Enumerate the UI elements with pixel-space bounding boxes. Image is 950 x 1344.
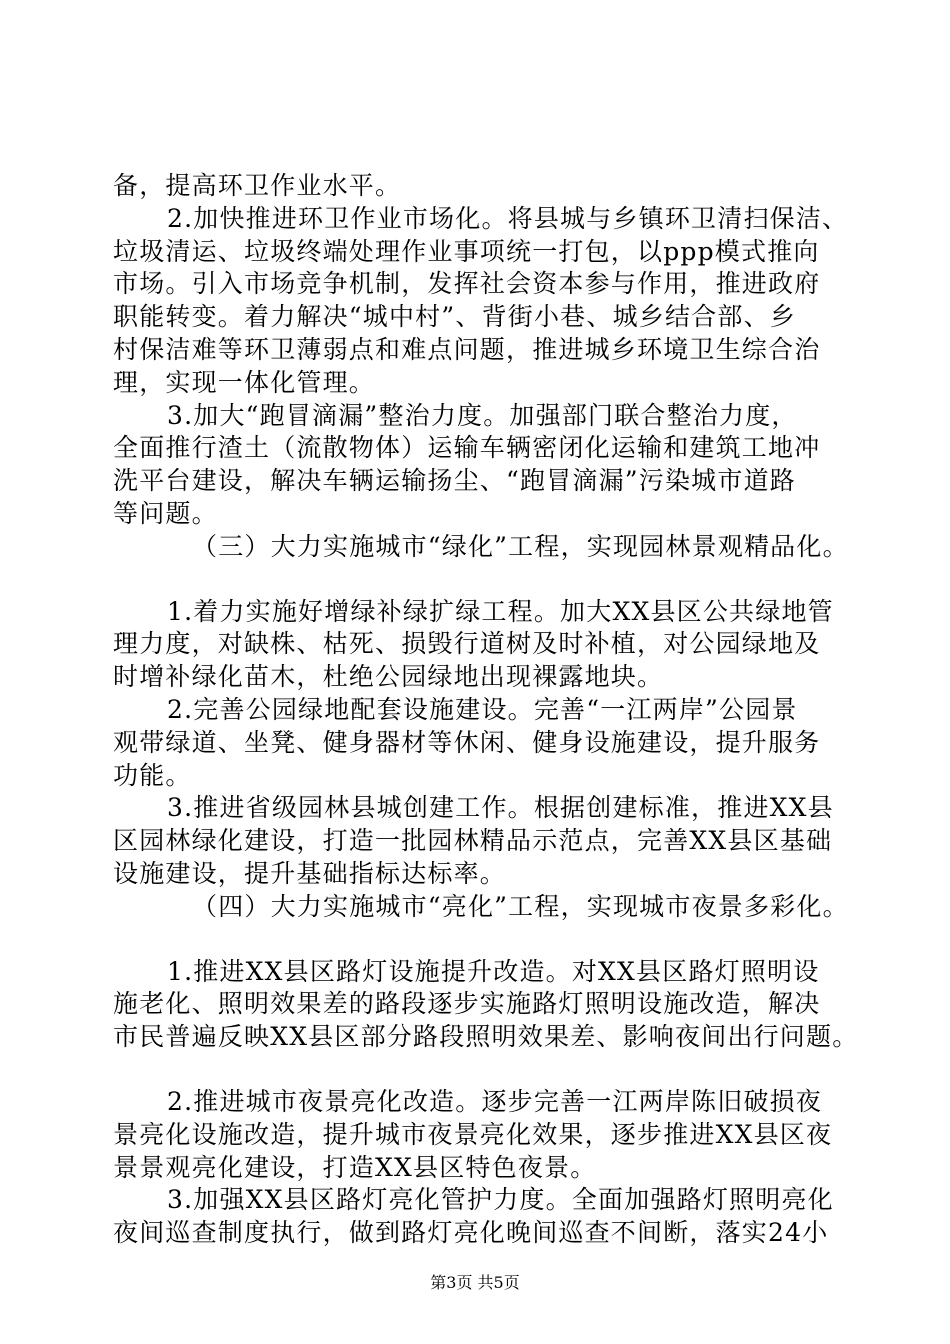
text-line: 功能。 [113, 760, 192, 790]
text-line: 职能转变。着力解决“城中村”、背街小巷、城乡结合部、乡 [113, 302, 796, 332]
text-line: 理力度，对缺株、枯死、损毁行道树及时补植，对公园绿地及 [113, 629, 821, 659]
text-line: 洗平台建设，解决车辆运输扬尘、“跑冒滴漏”污染城市道路 [113, 466, 796, 496]
text-line: 夜间巡查制度执行，做到路灯亮化晚间巡查不间断，落实24小 [113, 1218, 829, 1248]
text-line: 2.完善公园绿地配套设施建设。完善“一江两岸”公园景 [167, 694, 798, 724]
text-line: 施老化、照明效果差的路段逐步实施路灯照明设施改造，解决 [113, 989, 821, 1019]
text-line: 3.加大“跑冒滴漏”整治力度。加强部门联合整治力度， [167, 400, 798, 430]
body-text [113, 170, 859, 1250]
text-line: 垃圾清运、垃圾终端处理作业事项统一打包，以ppp模式推向 [113, 236, 820, 266]
text-line: 1.推进XX县区路灯设施提升改造。对XX县区路灯照明设 [167, 956, 820, 986]
text-line: 理，实现一体化管理。 [113, 367, 376, 397]
text-line: 时增补绿化苗木，杜绝公园绿地出现裸露地块。 [113, 662, 664, 692]
text-line: 市场。引入市场竞争机制，发挥社会资本参与作用，推进政府 [113, 269, 821, 299]
text-line: 2.加快推进环卫作业市场化。将县城与乡镇环卫清扫保洁、 [167, 203, 849, 233]
text-line: 市民普遍反映XX县区部分路段照明效果差、影响夜间出行问题。 [113, 1022, 859, 1052]
text-line: 2.推进城市夜景亮化改造。逐步完善一江两岸陈旧破损夜 [167, 1086, 823, 1116]
text-line: 景景观亮化建设，打造XX县区特色夜景。 [113, 1152, 597, 1182]
text-line: 1.着力实施好增绿补绿扩绿工程。加大XX县区公共绿地管 [167, 596, 834, 626]
page-number-footer: 第3页 共5页 [430, 1273, 520, 1292]
text-line: 区园林绿化建设，打造一批园林精品示范点，完善XX县区基础 [113, 826, 833, 856]
section-heading: （四）大力实施城市“亮化”工程，实现城市夜景多彩化。 [192, 891, 849, 921]
section-heading: （三）大力实施城市“绿化”工程，实现园林景观精品化。 [192, 531, 849, 561]
text-line: 备，提高环卫作业水平。 [113, 171, 402, 200]
text-line: 3.加强XX县区路灯亮化管护力度。全面加强路灯照明亮化 [167, 1185, 834, 1215]
text-line: 全面推行渣土（流散物体）运输车辆密闭化运输和建筑工地冲 [113, 433, 821, 463]
text-line: 景亮化设施改造，提升城市夜景亮化效果，逐步推进XX县区夜 [113, 1119, 833, 1149]
text-line: 3.推进省级园林县城创建工作。根据创建标准，推进XX县 [167, 793, 834, 823]
text-line: 等问题。 [113, 498, 218, 528]
text-line: 村保洁难等环卫薄弱点和难点问题，推进城乡环境卫生综合治 [113, 334, 821, 364]
text-line: 观带绿道、坐凳、健身器材等休闲、健身设施建设，提升服务 [113, 727, 821, 757]
text-line: 设施建设，提升基础指标达标率。 [113, 858, 507, 888]
